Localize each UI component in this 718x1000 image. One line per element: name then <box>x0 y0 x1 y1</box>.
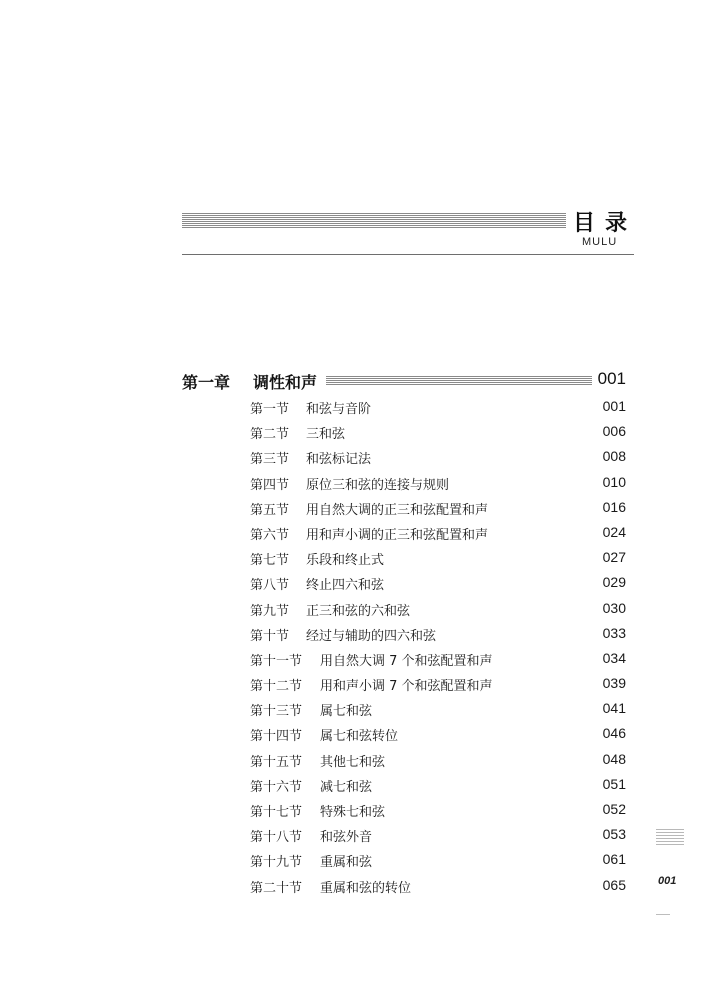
page-title: 目录 <box>573 210 638 236</box>
toc-list <box>250 396 628 900</box>
toc-item[interactable] <box>250 472 628 497</box>
toc-item[interactable] <box>250 723 628 748</box>
section-title: 属七和弦 <box>320 704 373 720</box>
toc-item[interactable] <box>250 799 628 824</box>
section-number: 第七节 <box>250 553 290 569</box>
toc-item[interactable] <box>250 849 628 874</box>
section-title: 乐段和终止式 <box>306 553 385 569</box>
section-page-number: 027 <box>602 549 626 566</box>
chapter-entry[interactable] <box>182 369 628 391</box>
toc-item[interactable] <box>250 497 628 522</box>
section-page-number: 006 <box>602 423 626 440</box>
section-number: 第十二节 <box>250 679 303 695</box>
section-number: 第一节 <box>250 402 290 417</box>
section-page-number: 051 <box>602 775 626 792</box>
section-page-number: 016 <box>602 498 626 515</box>
section-number: 第十八节 <box>250 830 303 846</box>
section-page-number: 046 <box>602 725 626 742</box>
header-divider <box>182 254 634 255</box>
section-number: 第十节 <box>250 628 290 644</box>
toc-item[interactable] <box>250 572 628 597</box>
section-page-number: 030 <box>602 599 626 616</box>
section-page-number: 039 <box>602 675 626 692</box>
toc-item[interactable] <box>250 547 628 572</box>
section-title: 正三和弦的六和弦 <box>306 603 411 619</box>
section-page-number: 034 <box>602 649 626 666</box>
section-title: 属七和弦转位 <box>320 729 399 745</box>
section-number: 第五节 <box>250 502 290 518</box>
page-subtitle: MULU <box>582 236 618 248</box>
section-number: 第十九节 <box>250 855 303 871</box>
section-number: 第十五节 <box>250 754 303 770</box>
chapter-page-number: 001 <box>597 369 626 388</box>
toc-item[interactable] <box>250 774 628 799</box>
toc-item[interactable] <box>250 648 628 673</box>
header-decorative-lines <box>182 213 566 228</box>
page-folio: 001 <box>658 875 677 887</box>
section-number: 第二节 <box>250 427 290 443</box>
folio-rule <box>656 914 670 915</box>
toc-item[interactable] <box>250 824 628 849</box>
section-page-number: 024 <box>602 523 626 540</box>
section-page-number: 041 <box>602 700 626 717</box>
section-title: 原位三和弦的连接与规则 <box>306 477 450 493</box>
toc-item[interactable] <box>250 749 628 774</box>
section-title: 和弦外音 <box>320 830 373 846</box>
chapter-leader-lines <box>326 376 592 385</box>
toc-item[interactable] <box>250 396 628 421</box>
section-title: 其他七和弦 <box>320 754 386 770</box>
section-number: 第十三节 <box>250 704 303 720</box>
section-number: 第六节 <box>250 527 290 543</box>
section-title: 重属和弦 <box>320 855 373 871</box>
toc-item[interactable] <box>250 522 628 547</box>
section-title: 用和声小调的正三和弦配置和声 <box>306 527 489 543</box>
section-title: 减七和弦 <box>320 779 373 795</box>
section-title: 和弦与音阶 <box>306 402 372 417</box>
section-page-number: 001 <box>602 398 626 414</box>
chapter-title: 调性和声 <box>253 373 318 392</box>
toc-item[interactable] <box>250 698 628 723</box>
section-page-number: 029 <box>602 574 626 591</box>
section-number: 第十七节 <box>250 805 303 820</box>
section-number: 第八节 <box>250 578 290 594</box>
section-page-number: 048 <box>602 750 626 767</box>
section-number: 第四节 <box>250 477 290 493</box>
section-number: 第三节 <box>250 452 290 468</box>
section-title: 经过与辅助的四六和弦 <box>306 628 437 644</box>
section-title: 重属和弦的转位 <box>320 880 412 896</box>
chapter-label: 第一章 <box>182 373 231 392</box>
section-page-number: 061 <box>602 851 626 868</box>
section-title: 用自然大调的正三和弦配置和声 <box>306 502 489 518</box>
section-page-number: 033 <box>602 624 626 641</box>
section-title: 终止四六和弦 <box>306 578 385 594</box>
section-page-number: 053 <box>602 826 626 843</box>
section-page-number: 052 <box>602 801 626 817</box>
section-title: 三和弦 <box>306 427 346 443</box>
toc-item[interactable] <box>250 673 628 698</box>
toc-item[interactable] <box>250 446 628 471</box>
toc-item[interactable] <box>250 875 628 900</box>
section-number: 第十一节 <box>250 653 303 669</box>
section-title: 特殊七和弦 <box>320 805 386 820</box>
section-page-number: 010 <box>602 473 626 490</box>
section-number: 第十六节 <box>250 779 303 795</box>
section-number: 第十四节 <box>250 729 303 745</box>
section-number: 第九节 <box>250 603 290 619</box>
toc-item[interactable] <box>250 421 628 446</box>
section-title: 和弦标记法 <box>306 452 372 468</box>
toc-item[interactable] <box>250 598 628 623</box>
section-number: 第二十节 <box>250 880 303 896</box>
toc-item[interactable] <box>250 623 628 648</box>
section-title: 用自然大调 7 个和弦配置和声 <box>320 653 493 669</box>
section-title: 用和声小调 7 个和弦配置和声 <box>320 679 493 695</box>
section-page-number: 008 <box>602 448 626 465</box>
margin-decorative-lines <box>656 829 684 847</box>
section-page-number: 065 <box>602 876 626 893</box>
